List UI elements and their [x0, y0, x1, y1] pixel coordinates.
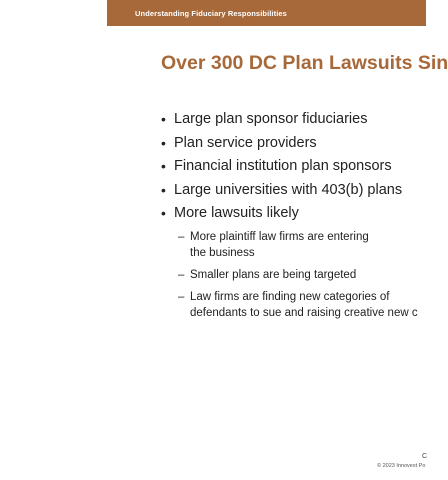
bullet-text: More lawsuits likely	[174, 205, 299, 222]
header-bar	[107, 0, 426, 26]
bullet-icon: •	[161, 181, 166, 198]
bullet-list	[161, 109, 402, 227]
bullet-item	[161, 156, 402, 180]
dash-icon: –	[178, 291, 185, 303]
bullet-item	[161, 180, 402, 204]
sub-bullet-line: Law firms are finding new categories of	[190, 291, 390, 303]
sub-bullet-line: More plaintiff law firms are entering	[190, 231, 369, 243]
bullet-item	[161, 133, 402, 157]
bullet-item	[161, 203, 402, 227]
sub-bullet-line: Smaller plans are being targeted	[190, 269, 357, 281]
header-title: Understanding Fiduciary Responsibilities	[135, 9, 287, 18]
copyright-text: © 2023 Innovest Po	[377, 463, 426, 469]
sub-bullet-item	[178, 267, 418, 283]
bullet-text: Plan service providers	[174, 134, 317, 151]
sub-bullet-line: defendants to sue and raising creative new c	[190, 307, 418, 319]
bullet-icon: •	[161, 134, 166, 151]
bullet-item	[161, 109, 402, 133]
bullet-text: Large universities with 403(b) plans	[174, 181, 403, 198]
dash-icon: –	[178, 269, 185, 281]
footer-mark: C	[422, 453, 428, 460]
sub-bullet-item	[178, 229, 418, 261]
dash-icon: –	[178, 231, 185, 243]
sub-bullet-list	[178, 229, 418, 327]
bullet-icon: •	[161, 111, 166, 127]
slide-title: Over 300 DC Plan Lawsuits Sin	[161, 52, 448, 74]
bullet-text: Large plan sponsor fiduciaries	[174, 111, 368, 127]
bullet-text: Financial institution plan sponsors	[174, 158, 392, 175]
bullet-icon: •	[161, 158, 166, 175]
sub-bullet-item	[178, 289, 418, 321]
sub-bullet-line: the business	[190, 247, 255, 259]
bullet-icon: •	[161, 205, 166, 222]
